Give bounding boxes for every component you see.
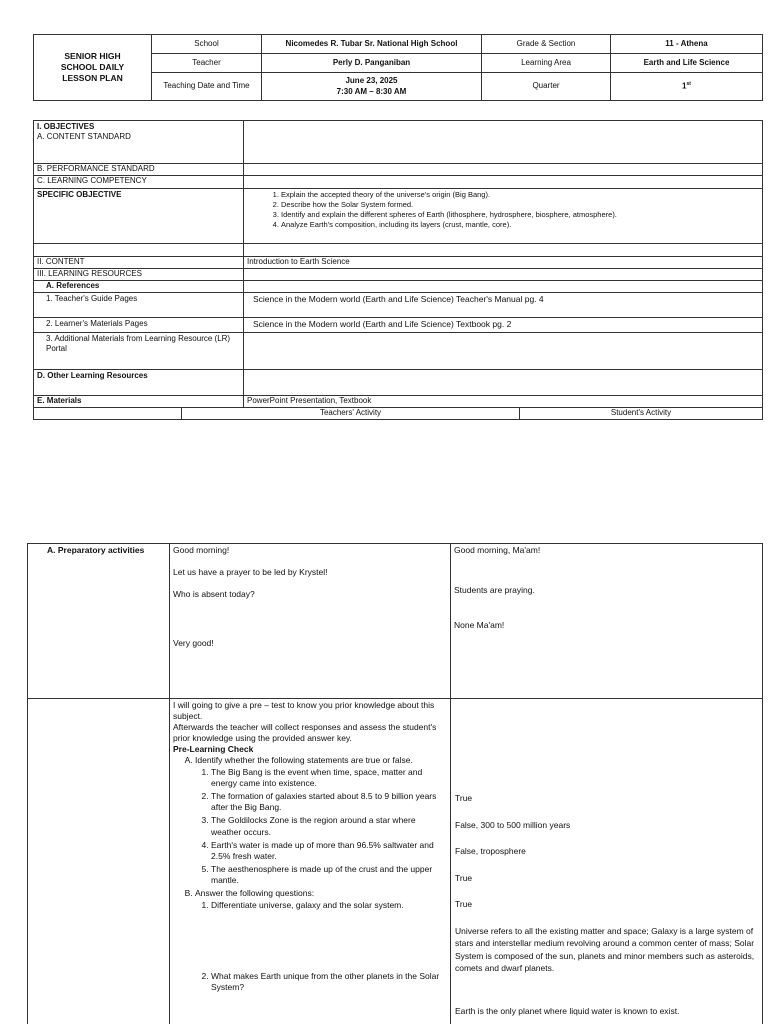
part-b-instruction: B. Answer the following questions: 1. Differentiate universe, galaxy and the solar system. 2. What makes Earth unique from the other planets in the Solar System? [195,888,447,993]
quarter-value: 1st [611,73,763,101]
plan-table [33,120,763,420]
references-label: A. References [34,281,244,293]
student-absent: None Ma'am! [454,620,505,631]
student-greeting: Good morning, Ma'am! [454,545,541,555]
specific-objective-item: 1. Explain the accepted theory of the universe's origin (Big Bang). [281,190,759,200]
learning-competency-value [244,176,763,189]
teacher-attendance: Who is absent today? [173,589,255,600]
content-value: Introduction to Earth Science [244,257,763,269]
other-resources-value [244,370,763,396]
prelearning-teacher-cell [170,699,451,1024]
specific-objective-item: 2. Describe how the Solar System formed. [281,200,759,210]
part-a-item: 4. Earth's water is made up of more than 96.5% saltwater and 2.5% fresh water. [211,840,447,862]
content-label: II. CONTENT [34,257,244,269]
teachers-guide-label: 1. Teacher's Guide Pages [34,293,244,318]
datetime-value [262,73,482,101]
student-praying: Students are praying. [454,585,535,596]
preparatory-student-cell [451,544,763,699]
answer-7: Earth is the only planet where liquid water is known to exist. [455,1006,680,1016]
specific-objective-value [244,189,763,244]
school-label: School [152,35,262,54]
content-standard-label: A. CONTENT STANDARD [37,132,131,142]
pretest-intro: I will going to give a pre – test to know you prior knowledge about this subject. [173,700,435,722]
time-value: 7:30 AM – 8:30 AM [336,86,407,96]
activity-table [27,543,763,1024]
area-label: Learning Area [482,54,611,73]
additional-materials-label: 3. Additional Materials from Learning Resource (LR) Portal [34,333,244,370]
prelearning-student-cell [451,699,763,1024]
specific-objective-item: 4. Analyze Earth's composition, including its layers (crust, mantle, core). [281,220,759,230]
grade-value: 11 - Athena [611,35,763,54]
teacher-value: Perly D. Panganiban [262,54,482,73]
grade-label: Grade & Section [482,35,611,54]
objectives-heading: I. OBJECTIVES [37,122,95,131]
answer-4: True [455,873,473,883]
part-a-item: 1. The Big Bang is the event when time, space, matter and energy came into existence. [211,767,447,789]
answer-2: False, 300 to 500 million years [455,820,571,830]
prelearning-label-cell [28,699,170,1024]
plan-title: SENIOR HIGH SCHOOL DAILY LESSON PLAN [34,35,152,101]
part-b-item: 1. Differentiate universe, galaxy and the solar system. [211,900,447,911]
teacher-greeting: Good morning! [173,545,230,555]
performance-standard-label: B. PERFORMANCE STANDARD [34,164,244,176]
date-value: June 23, 2025 [345,76,398,86]
datetime-label: Teaching Date and Time [152,73,262,101]
learners-materials-label: 2. Learner's Materials Pages [34,318,244,333]
teachers-activity-header: Teachers' Activity [182,408,520,420]
answer-6: Universe refers to all the existing matter and space; Galaxy is a large system of stars and interstellar medium revolving around a common center of mass; Solar System is composed of the sun, planets and minor members such as asteroids, comets and dwarf planets. [455,926,755,973]
activity-header-blank [34,408,182,420]
teacher-prayer: Let us have a prayer to be led by Krystel! [173,567,328,578]
preparatory-label: A. Preparatory activities [28,544,170,699]
learning-resources-label: III. LEARNING RESOURCES [34,269,244,281]
teacher-label: Teacher [152,54,262,73]
part-a-item: 3. The Goldilocks Zone is the region around a star where weather occurs. [211,815,447,837]
answer-5: True [455,899,473,909]
answer-3: False, troposphere [455,846,526,856]
content-standard-value [244,121,763,164]
other-resources-label: D. Other Learning Resources [34,370,244,396]
part-a-item: 5. The aesthenosphere is made up of the crust and the upper mantle. [211,864,447,886]
learning-competency-label: C. LEARNING COMPETENCY [34,176,244,189]
references-value [244,281,763,293]
students-activity-header: Student's Activity [520,408,763,420]
pretest-after: Afterwards the teacher will collect responses and assess the student's prior knowledge using the provided answer key. [173,722,437,744]
performance-standard-value [244,164,763,176]
materials-label: E. Materials [34,396,244,408]
learners-materials-value: Science in the Modern world (Earth and Life Science) Textbook pg. 2 [244,318,763,333]
pre-learning-check-heading: Pre-Learning Check [173,744,254,755]
preparatory-teacher-cell [170,544,451,699]
learning-resources-value [244,269,763,281]
area-value: Earth and Life Science [611,54,763,73]
part-a-instruction: A. Identify whether the following statements are true or false. 1. The Big Bang is the event when time, space, matter and energy came into existence. 2. The formation of galaxies started about 8.5 to 9 billion years after the Big Bang. 3. The Goldilocks Zone is the region around a star where weather occurs. 4. Earth's water is made up of more than 96.5% saltwater and 2.5% fresh water. 5. The aesthenosphere is made up of the crust and the upper mantle. [195,755,447,886]
materials-value: PowerPoint Presentation, Textbook [244,396,763,408]
header-table [33,34,763,101]
blank-row-value [244,244,763,257]
specific-objective-label: SPECIFIC OBJECTIVE [34,189,244,244]
teachers-guide-value: Science in the Modern world (Earth and Life Science) Teacher's Manual pg. 4 [244,293,763,318]
additional-materials-value [244,333,763,370]
part-b-item: 2. What makes Earth unique from the other planets in the Solar System? [211,971,447,993]
quarter-label: Quarter [482,73,611,101]
teacher-praise: Very good! [173,638,214,649]
blank-row-label [34,244,244,257]
answer-1: True [455,793,473,803]
specific-objective-item: 3. Identify and explain the different spheres of Earth (lithosphere, hydrosphere, biosphere, atmosphere). [281,210,759,220]
school-value: Nicomedes R. Tubar Sr. National High School [262,35,482,54]
objectives-cell [34,121,244,164]
part-a-item: 2. The formation of galaxies started about 8.5 to 9 billion years after the Big Bang. [211,791,447,813]
